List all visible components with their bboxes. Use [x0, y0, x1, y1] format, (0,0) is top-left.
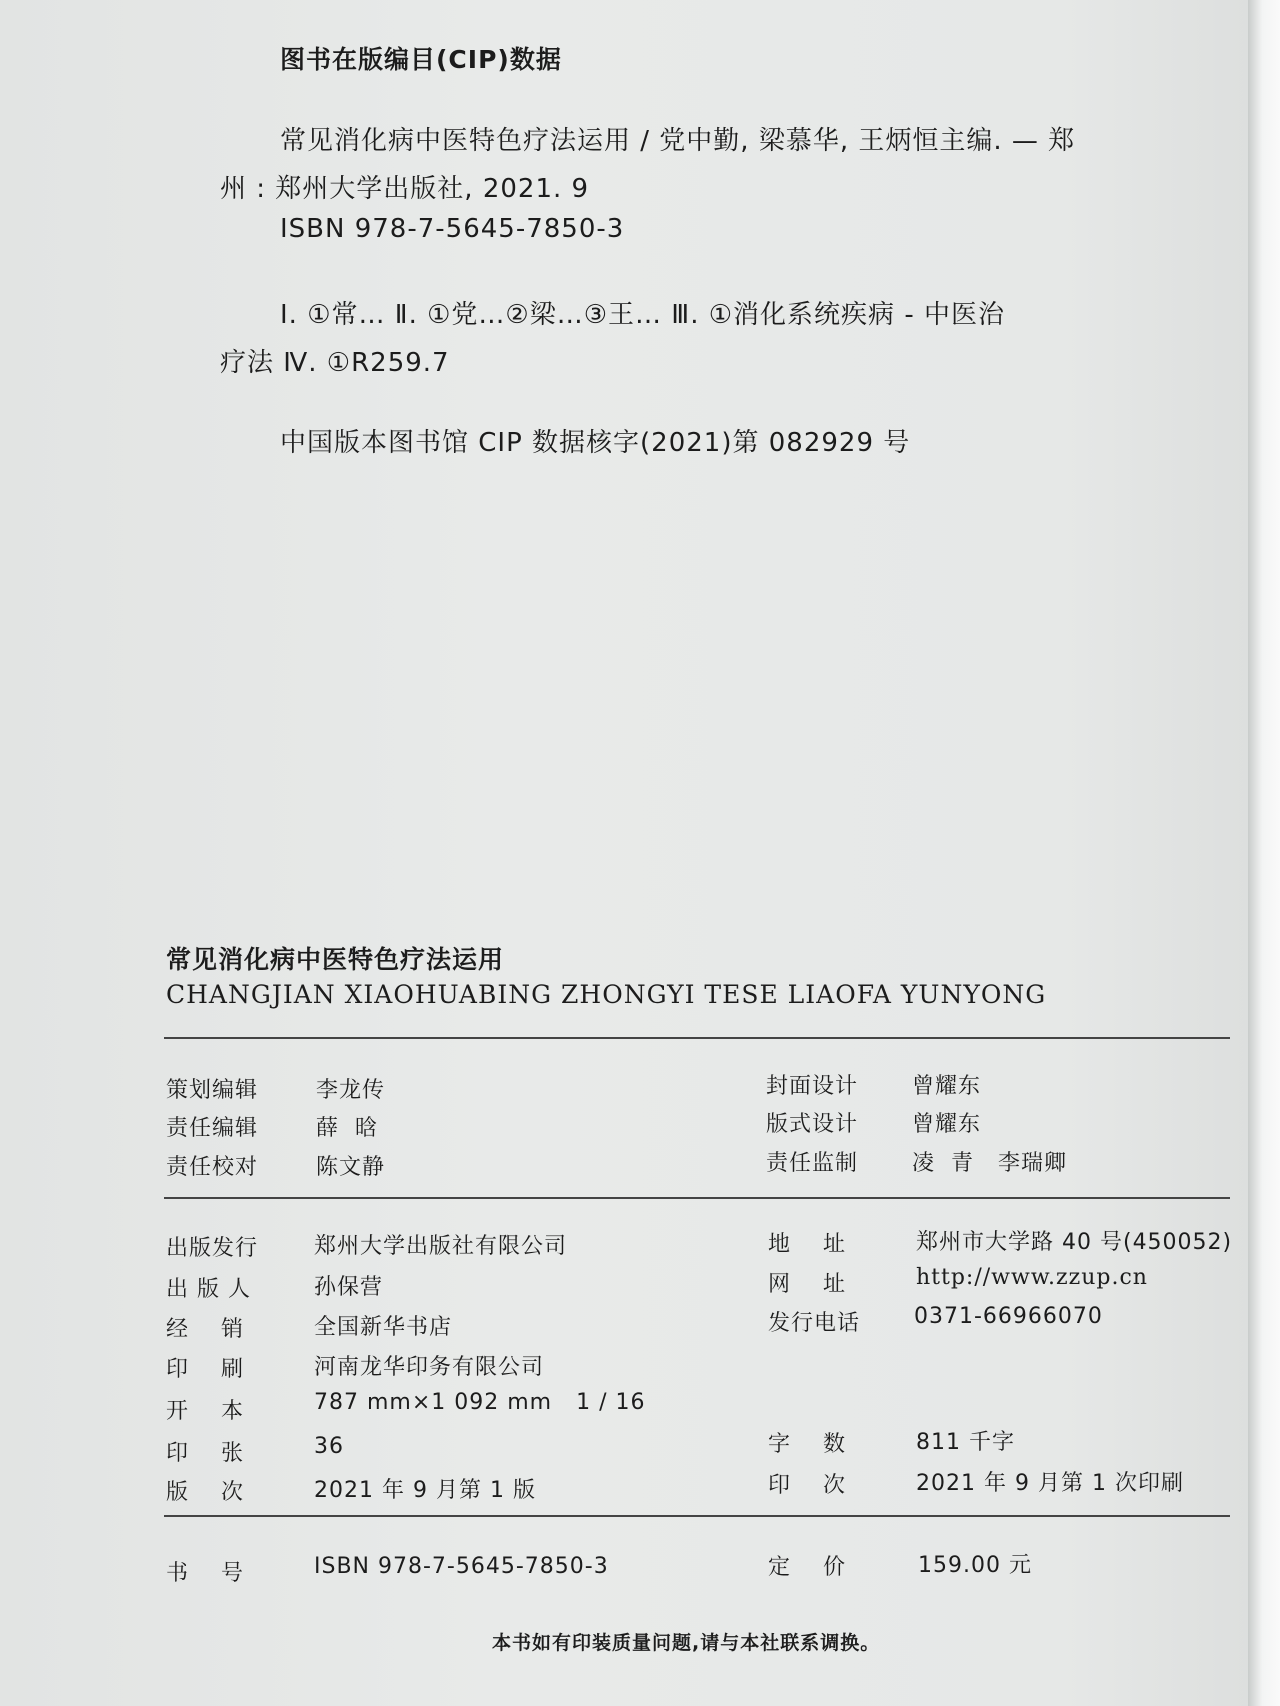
cip-approval-number: 中国版本图书馆 CIP 数据核字(2021)第 082929 号: [280, 428, 911, 458]
cip-title-line: 常见消化病中医特色疗法运用 / 党中勤, 梁慕华, 王炳恒主编. — 郑: [280, 126, 1076, 156]
book-title: 常见消化病中医特色疗法运用: [166, 945, 505, 974]
divider-rule: [164, 1037, 1230, 1039]
credit-label: 版式设计: [766, 1112, 859, 1137]
isbn-value: ISBN 978-7-5645-7850-3: [314, 1554, 609, 1579]
publish-label: 印 次: [768, 1473, 846, 1498]
publish-value: 787 mm×1 092 mm 1 / 16: [314, 1390, 646, 1415]
publish-value: 811 千字: [916, 1430, 1015, 1455]
divider-rule: [164, 1515, 1230, 1517]
credit-label: 责任编辑: [166, 1116, 259, 1141]
credit-value: 陈文静: [316, 1155, 386, 1180]
publish-label: 发行电话: [768, 1311, 861, 1336]
publish-label: 地 址: [768, 1232, 846, 1257]
publish-value: 全国新华书店: [314, 1315, 453, 1340]
publish-value: 孙保营: [314, 1275, 384, 1300]
price-label: 定 价: [768, 1555, 846, 1580]
publish-label: 出 版 人: [166, 1277, 251, 1302]
publish-label: 出版发行: [166, 1236, 259, 1261]
credit-label: 策划编辑: [166, 1078, 259, 1103]
cip-publisher-line: 州 : 郑州大学出版社, 2021. 9: [220, 174, 590, 204]
publish-value: 郑州市大学路 40 号(450052): [916, 1230, 1233, 1255]
cip-isbn-line: ISBN 978-7-5645-7850-3: [280, 214, 625, 244]
publish-value: 36: [314, 1434, 344, 1459]
publish-label: 开 本: [166, 1399, 244, 1424]
publish-label: 印 刷: [166, 1357, 244, 1382]
divider-rule: [164, 1197, 1230, 1199]
publish-value: 河南龙华印务有限公司: [314, 1355, 545, 1380]
credit-value: 曾耀东: [912, 1112, 982, 1137]
isbn-label: 书 号: [166, 1561, 244, 1586]
footer-note: 本书如有印装质量问题,请与本社联系调换。: [492, 1632, 881, 1654]
credit-value: 李龙传: [316, 1078, 386, 1103]
publish-value: 0371-66966070: [914, 1304, 1103, 1329]
credit-value: 曾耀东: [912, 1074, 982, 1099]
publish-label: 版 次: [166, 1480, 244, 1505]
credit-value: 凌 青 李瑞卿: [912, 1151, 1067, 1176]
publish-value: 2021 年 9 月第 1 版: [314, 1478, 536, 1503]
publish-label: 字 数: [768, 1432, 846, 1457]
credit-label: 责任监制: [766, 1151, 859, 1176]
cip-classification-line: Ⅰ. ①常… Ⅱ. ①党…②梁…③王… Ⅲ. ①消化系统疾病 - 中医治: [280, 300, 1005, 330]
publish-label: 印 张: [166, 1441, 244, 1466]
cip-heading: 图书在版编目(CIP)数据: [280, 45, 562, 74]
publish-label: 网 址: [768, 1272, 846, 1297]
credit-value: 薛 晗: [316, 1116, 378, 1141]
publish-value: 2021 年 9 月第 1 次印刷: [916, 1471, 1184, 1496]
publish-value: 郑州大学出版社有限公司: [314, 1234, 568, 1259]
credit-label: 责任校对: [166, 1155, 259, 1180]
publish-value: http://www.zzup.cn: [916, 1265, 1148, 1290]
cip-classification-line-2: 疗法 Ⅳ. ①R259.7: [220, 348, 450, 378]
credit-label: 封面设计: [766, 1074, 859, 1099]
publish-label: 经 销: [166, 1317, 244, 1342]
price-value: 159.00 元: [918, 1553, 1032, 1578]
book-title-pinyin: CHANGJIAN XIAOHUABING ZHONGYI TESE LIAOFA YUNYONG: [166, 980, 1047, 1009]
page-edge-shadow: [1248, 0, 1280, 1706]
